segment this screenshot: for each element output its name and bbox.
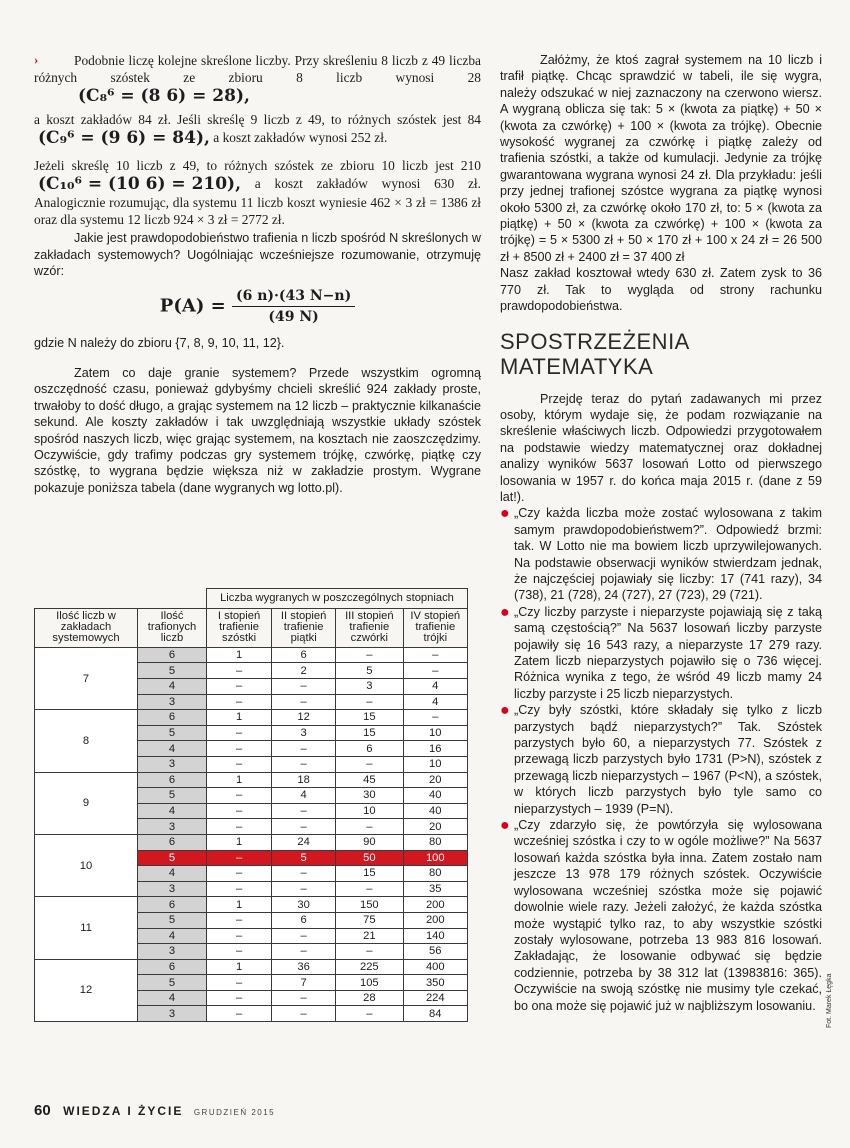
prize-count-cell: –: [272, 679, 336, 695]
formula-lhs: P(A) =: [159, 295, 226, 317]
prize-count-cell: 15: [336, 725, 403, 741]
prize-count-cell: –: [272, 803, 336, 819]
col-system-header: Ilość liczb w zakładach systemowych: [35, 608, 138, 647]
formula-c10: (C₁₀⁶ = (10 6) = 210),: [38, 174, 242, 195]
bullet-4-text: „Czy zdarzyło się, że powtórzyła się wylosowana wcześniej szóstka i czy to w ogóle możliwe?” Na 5637 losowań każda szóstka była inna. Zatem zostało nam jeszcze 13 978 179 różnych szóstek. Oczywiście wylosowana wcześniej szóstka może się pojawić dowolnie wiele razy. Jeżeli założyć, że każda szóstka może wystąpić tylko raz, to aby wszystkie szóstki zostały wylosowane, potrzeba 13 983 816 losowań. Zakładając, że losowanie odbywać się będzie codziennie, potrzeba by 38 312 lat (13983816: 365). Oczywiście na swoją szóstkę nie musimy tyle czekać, bo ona może się pojawić już w najbliższym losowaniu.: [514, 818, 822, 1013]
prize-count-cell: –: [207, 944, 272, 960]
prize-count-cell: –: [272, 944, 336, 960]
paragraph-4: Jakie jest prawdopodobieństwo trafienia n liczb spośród N skreślonych w zakładach systemowych? Uogólniając wcześniejsze rozumowanie, otrzymuję wzór:: [34, 231, 481, 279]
system-size-cell: 11: [35, 897, 138, 959]
hits-cell: 6: [138, 772, 207, 788]
col-4-header: IV stopień trafienie trójki: [403, 608, 467, 647]
paragraph-3: Jeżeli skreślę 10 liczb z 49, to różnych szóstek ze zbioru 10 liczb jest 210 (C₁₀⁶ = (10 6) = 210), a koszt zakładów wynosi 630 zł. Analogicznie rozumując, dla systemu 11 liczb koszt wyniesie 462 × 3 zł = 1386 zł oraz dla systemu 12 liczb 924 × 3 zł = 2772 zł.: [34, 158, 481, 227]
continuation-arrow-icon: ›: [34, 52, 39, 67]
left-column: [34, 52, 481, 496]
bullet-dot-icon: ●: [500, 603, 510, 621]
prize-count-cell: –: [207, 694, 272, 710]
hits-cell: 4: [138, 928, 207, 944]
system-size-cell: 7: [35, 647, 138, 709]
prize-count-cell: 20: [403, 772, 467, 788]
system-size-cell: 8: [35, 710, 138, 772]
prize-count-cell: –: [272, 741, 336, 757]
formula-c9: (C₉⁶ = (9 6) = 84),: [38, 128, 210, 149]
prize-count-cell: 4: [272, 788, 336, 804]
hits-cell: 3: [138, 819, 207, 835]
paragraph-2: a koszt zakładów 84 zł. Jeśli skreślę 9 liczb z 49, to różnych szóstek jest 84 (C₉⁶ = (9 6) = 84), a koszt zakładów wynosi 252 zł.: [34, 112, 481, 149]
prize-count-cell: –: [403, 663, 467, 679]
hits-cell: 5: [138, 663, 207, 679]
prize-count-cell: 6: [336, 741, 403, 757]
prize-count-cell: 1: [207, 834, 272, 850]
prize-count-cell: 36: [272, 959, 336, 975]
hits-cell: 6: [138, 834, 207, 850]
prize-count-cell: 10: [403, 756, 467, 772]
prize-count-cell: –: [403, 647, 467, 663]
prize-count-cell: 2: [272, 663, 336, 679]
system-size-cell: 12: [35, 959, 138, 1021]
system-size-cell: 10: [35, 834, 138, 896]
magazine-name: WIEDZA I ŻYCIE: [63, 1104, 184, 1118]
prize-count-cell: 15: [336, 866, 403, 882]
page-footer: [34, 1102, 275, 1120]
prize-count-cell: –: [207, 928, 272, 944]
table-body: [35, 647, 468, 1021]
prize-count-cell: 18: [272, 772, 336, 788]
prize-count-cell: –: [272, 819, 336, 835]
prize-count-cell: –: [272, 881, 336, 897]
prize-count-cell: 1: [207, 710, 272, 726]
bullet-dot-icon: ●: [500, 817, 510, 835]
prize-count-cell: 6: [272, 647, 336, 663]
prize-count-cell: 225: [336, 959, 403, 975]
prize-count-cell: –: [207, 912, 272, 928]
prize-count-cell: 100: [403, 850, 467, 866]
formula-fraction: [232, 288, 355, 325]
formula-numerator: (6 n)·(43 N−n): [232, 288, 355, 307]
prize-count-cell: 84: [403, 1006, 467, 1022]
prize-count-cell: 200: [403, 912, 467, 928]
right-paragraph-3: Przejdę teraz do pytań zadawanych mi przez osoby, którym wydaje się, że podam rozwiązanie na skreślenie właściwych liczb. Odpowiedzi przygotowałem na podstawie wiedzy matematycznej oraz dokładnej analizy wyników 5637 losowań Lotto od pierwszego losowania w 1957 r. do końca maja 2015 r. (dane z 59 lat!).: [500, 391, 822, 504]
prize-count-cell: –: [207, 819, 272, 835]
prize-count-cell: –: [336, 819, 403, 835]
prize-count-cell: –: [207, 741, 272, 757]
prize-count-cell: –: [272, 694, 336, 710]
prize-count-cell: 28: [336, 990, 403, 1006]
prize-count-cell: –: [207, 975, 272, 991]
prize-count-cell: 20: [403, 819, 467, 835]
prize-count-cell: 40: [403, 788, 467, 804]
prize-count-cell: –: [403, 710, 467, 726]
prize-count-cell: 24: [272, 834, 336, 850]
prize-count-cell: –: [272, 1006, 336, 1022]
hits-cell: 5: [138, 788, 207, 804]
table-row: [35, 834, 468, 850]
paragraph-5: gdzie N należy do zbioru {7, 8, 9, 10, 11, 12}.: [34, 335, 285, 350]
prize-count-cell: 50: [336, 850, 403, 866]
photo-credit: Fot. Marek Łęgka: [826, 973, 833, 1028]
prize-count-cell: –: [207, 725, 272, 741]
prize-count-cell: –: [207, 679, 272, 695]
prize-count-cell: 16: [403, 741, 467, 757]
hits-cell: 6: [138, 959, 207, 975]
hits-cell: 6: [138, 897, 207, 913]
hits-cell: 5: [138, 912, 207, 928]
table-row: [35, 897, 468, 913]
prize-count-cell: –: [207, 850, 272, 866]
prize-count-cell: –: [336, 647, 403, 663]
prize-count-cell: 30: [272, 897, 336, 913]
col-hits-header: Ilość trafionych liczb: [138, 608, 207, 647]
bullet-3: [500, 702, 822, 817]
prize-count-cell: 35: [403, 881, 467, 897]
table-top-header: Liczba wygranych w poszczególnych stopniach: [207, 589, 468, 609]
formula-denominator: (49 N): [268, 308, 319, 325]
prize-count-cell: –: [336, 881, 403, 897]
col-3-header: III stopień trafienie czwórki: [336, 608, 403, 647]
prize-count-cell: 1: [207, 959, 272, 975]
prize-count-cell: 10: [336, 803, 403, 819]
hits-cell: 3: [138, 944, 207, 960]
prize-count-cell: 3: [336, 679, 403, 695]
prize-count-cell: 140: [403, 928, 467, 944]
bullet-1: [500, 505, 822, 603]
prize-count-cell: 56: [403, 944, 467, 960]
hits-cell: 4: [138, 990, 207, 1006]
formula-c8: (C₈⁶ = (8 6) = 28),: [78, 86, 250, 107]
prize-count-cell: 40: [403, 803, 467, 819]
hits-cell: 5: [138, 725, 207, 741]
system-size-cell: 9: [35, 772, 138, 834]
winnings-table: [34, 588, 468, 1022]
prize-count-cell: –: [272, 756, 336, 772]
prize-count-cell: –: [207, 881, 272, 897]
prize-count-cell: –: [207, 990, 272, 1006]
prize-count-cell: 21: [336, 928, 403, 944]
bullet-4: [500, 817, 822, 1014]
probability-formula: [34, 288, 481, 325]
prize-count-cell: –: [207, 866, 272, 882]
table-row: [35, 772, 468, 788]
hits-cell: 6: [138, 710, 207, 726]
prize-count-cell: –: [207, 1006, 272, 1022]
prize-count-cell: –: [336, 756, 403, 772]
bullet-2: [500, 604, 822, 702]
page-number: 60: [34, 1102, 51, 1119]
right-column: [500, 52, 822, 1014]
prize-count-cell: –: [207, 663, 272, 679]
prize-count-cell: 200: [403, 897, 467, 913]
hits-cell: 3: [138, 694, 207, 710]
prize-count-cell: –: [272, 990, 336, 1006]
prize-count-cell: 224: [403, 990, 467, 1006]
bullet-1-text: „Czy każda liczba może zostać wylosowana z takim samym prawdopodobieństwem?”. Odpowiedź brzmi: tak. W Lotto nie ma bowiem liczb uprzywilejowanych. Na podstawie obserwacji wyników stwierdzam jednak, że najczęściej pojawiały się liczby: 17 (741 razy), 34 (738), 21 (728), 24 (727), 27 (723), 29 (721).: [514, 506, 822, 603]
hits-cell: 3: [138, 756, 207, 772]
prize-count-cell: 4: [403, 679, 467, 695]
hits-cell: 3: [138, 1006, 207, 1022]
prize-count-cell: 1: [207, 772, 272, 788]
prize-count-cell: 75: [336, 912, 403, 928]
prize-count-cell: 105: [336, 975, 403, 991]
bullet-2-text: „Czy liczby parzyste i nieparzyste pojawiają się z taką samą częstością?” Na 5637 losowań liczby parzyste pojawiły się 16 543 razy, a nieparzyste 17 279 razy. Zatem liczb nieparzystych pojawiło się o 736 więcej. Różnica wynika z tego, że wśród 49 liczb mamy 24 liczby parzyste i 25 liczb nieparzystych.: [514, 604, 822, 701]
prize-count-cell: 350: [403, 975, 467, 991]
table-row: [35, 710, 468, 726]
prize-count-cell: –: [207, 788, 272, 804]
prize-count-cell: 12: [272, 710, 336, 726]
table-row: [35, 647, 468, 663]
hits-cell: 6: [138, 647, 207, 663]
hits-cell: 4: [138, 803, 207, 819]
prize-count-cell: 5: [336, 663, 403, 679]
hits-cell: 5: [138, 975, 207, 991]
prize-count-cell: 4: [403, 694, 467, 710]
prize-count-cell: 6: [272, 912, 336, 928]
prize-count-cell: –: [336, 944, 403, 960]
prize-count-cell: 45: [336, 772, 403, 788]
prize-count-cell: 3: [272, 725, 336, 741]
hits-cell: 4: [138, 866, 207, 882]
bullet-dot-icon: ●: [500, 702, 510, 720]
paragraph-1: Podobnie liczę kolejne skreślone liczby. Przy skreśleniu 8 liczb z 49 liczba różnych szóstek ze zbioru 8 liczb wynosi 28 (C₈⁶ = (8 6) = 28),: [34, 53, 481, 107]
paragraph-6: Zatem co daje granie systemem? Przede wszystkim ogromną oszczędność czasu, ponieważ gdybyśmy chcieli skreślić 924 zakłady proste, trwałoby to dość długo, a grając systemem na 12 liczb – praktycznie kilkanaście sekund. Ale koszty zakładów i tak uwzględniają wszystkie układy szóstek spośród naszych liczb, więc grając systemem, na kosztach nie zaoszczędzimy. Oczywiście, gdy trafimy podczas gry systemem trójkę, czwórkę, piątkę czy szóstkę, to wygrana będzie większa niż w zakładzie prostym. Wygrane pokazuje poniższa tabela (dane wygranych wg lotto.pl).: [34, 365, 481, 495]
hits-cell: 5: [138, 850, 207, 866]
prize-count-cell: –: [336, 694, 403, 710]
prize-count-cell: 1: [207, 897, 272, 913]
prize-count-cell: –: [272, 866, 336, 882]
prize-count-cell: 1: [207, 647, 272, 663]
prize-count-cell: 15: [336, 710, 403, 726]
col-1-header: I stopień trafienie szóstki: [207, 608, 272, 647]
right-paragraph-1: Załóżmy, że ktoś zagrał systemem na 10 liczb i trafił piątkę. Chcąc sprawdzić w tabeli, ile się wygra, należy odszukać w niej zaznaczony na czerwono wiersz. A wygraną oblicza się tak: 5 × (kwota za piątkę) + 50 × (kwota za czwórkę) + 100 × (kwota za trójkę). Obecnie wysokość wygranej za czwórkę i piątkę zależy od trafienia szóstki, a także od kumulacji. Jedynie za trójkę gwarantowana wygrana wynosi 24 zł. Dla przykładu: jeśli przy jednej trafionej szóstce wygrana za piątkę wynosi około 5300 zł, za czwórkę około 170 zł, to: 5 × (kwota za piątkę) + 50 × (kwota za czwórkę) + 100 × (kwota za trójkę) = 5 × 5300 zł + 50 × 170 zł + 100 x 24 zł = 26 500 zł + 8500 zł + 2400 zł = 37 400 zł: [500, 53, 822, 264]
issue-date: GRUDZIEŃ 2015: [193, 1108, 276, 1117]
table-row: [35, 959, 468, 975]
section-heading: SPOSTRZEŻENIA MATEMATYKA: [500, 328, 689, 379]
prize-count-cell: 30: [336, 788, 403, 804]
prize-count-cell: 10: [403, 725, 467, 741]
prize-count-cell: –: [336, 1006, 403, 1022]
bullet-dot-icon: ●: [500, 505, 510, 523]
prize-count-cell: 400: [403, 959, 467, 975]
bullet-3-text: „Czy były szóstki, które składały się tylko z liczb parzystych bądź nieparzystych?” Tak. Szóstek parzystych było 60, a nieparzystych 77. Szóstek z przewagą liczb parzystych było 1731 (P>N), szóstek z przewagą liczb nieparzystych – 1967 (P<N), a szóstek, w których liczb parzystych było tyle samo co nieparzystych – 1939 (P=N).: [514, 703, 822, 816]
col-2-header: II stopień trafienie piątki: [272, 608, 336, 647]
prize-count-cell: 90: [336, 834, 403, 850]
hits-cell: 3: [138, 881, 207, 897]
prize-count-cell: 80: [403, 834, 467, 850]
prize-count-cell: 5: [272, 850, 336, 866]
prize-count-cell: –: [207, 803, 272, 819]
hits-cell: 4: [138, 679, 207, 695]
prize-count-cell: 150: [336, 897, 403, 913]
right-paragraph-2: Nasz zakład kosztował wtedy 630 zł. Zatem zysk to 36 770 zł. Tak to wygląda od strony rachunku prawdopodobieństwa.: [500, 266, 822, 314]
prize-count-cell: 80: [403, 866, 467, 882]
prize-count-cell: 7: [272, 975, 336, 991]
prize-count-cell: –: [207, 756, 272, 772]
hits-cell: 4: [138, 741, 207, 757]
prize-count-cell: –: [272, 928, 336, 944]
